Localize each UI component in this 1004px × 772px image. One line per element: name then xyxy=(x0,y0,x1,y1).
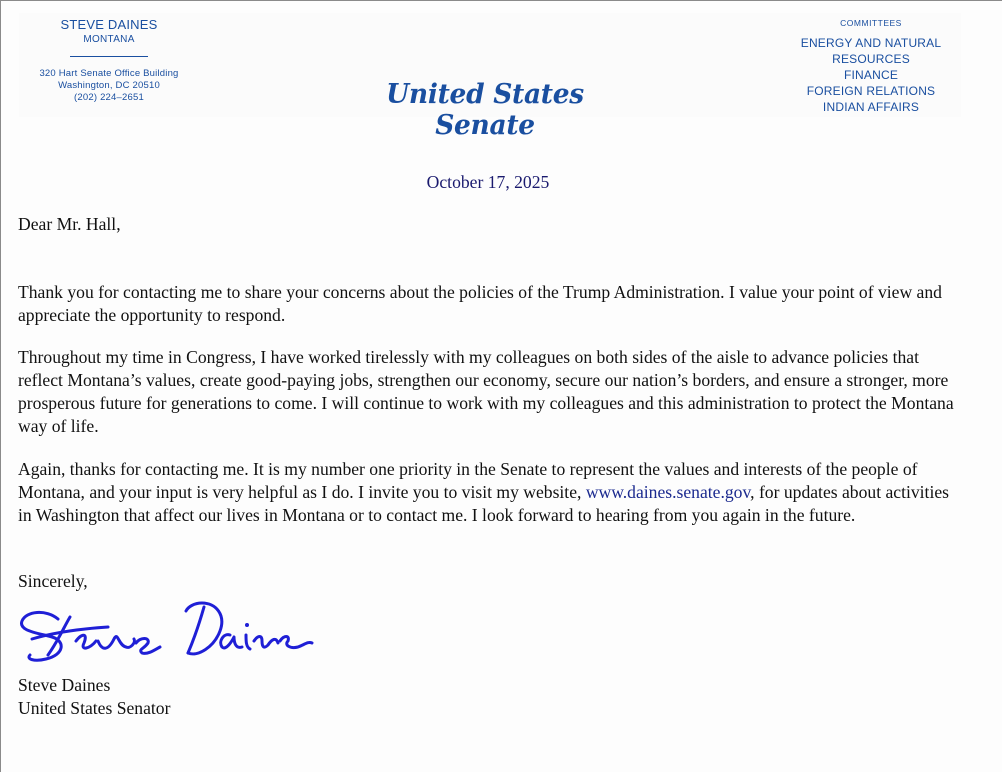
committee-item: ENERGY AND NATURAL RESOURCES xyxy=(800,36,942,66)
senate-title: United States Senate xyxy=(386,79,584,141)
paragraph-3-text-before: Again, thanks for contacting me. It is my number one priority in the Senate to represent the values and interests of the people of Montana, and your input is very helpful as I do. I invite you to visit my website, xyxy=(18,459,918,502)
committees-block xyxy=(791,18,951,115)
senator-contact-block xyxy=(19,17,199,104)
closing: Sincerely, xyxy=(18,571,88,591)
committee-item: FOREIGN RELATIONS xyxy=(806,84,936,98)
signer-name: Steve Daines xyxy=(18,675,111,695)
office-address-line1: 320 Hart Senate Office Building xyxy=(39,68,179,79)
senator-name: STEVE DAINES xyxy=(60,17,158,32)
signer-title: United States Senator xyxy=(18,698,171,718)
committee-list xyxy=(791,35,951,115)
committee-item: INDIAN AFFAIRS xyxy=(822,100,920,114)
paragraph-1: Thank you for contacting me to share your concerns about the policies of the Trump Administration. I value your point of view and appreciate the opportunity to respond. xyxy=(18,282,942,325)
paragraph-3 xyxy=(18,458,963,527)
letterhead-divider xyxy=(70,56,148,57)
letterhead xyxy=(19,13,961,141)
office-phone: (202) 224–2651 xyxy=(74,92,144,103)
salutation: Dear Mr. Hall, xyxy=(18,214,121,234)
office-address-line2: Washington, DC 20510 xyxy=(58,80,160,91)
paragraph-3-text-after: , for updates about activities in Washington that affect our lives in Montana or to contact me. I look forward to hearing from you again in the future. xyxy=(18,482,949,525)
senator-state: MONTANA xyxy=(83,34,135,45)
committee-item: FINANCE xyxy=(843,68,899,82)
paragraph-2: Throughout my time in Congress, I have worked tirelessly with my colleagues on both sides of the aisle to advance policies that reflect Montana’s values, create good-paying jobs, strengthen our economy, secure our nation’s borders, and ensure a stronger, more prosperous future for generations to come. I will continue to work with my colleagues and this administration to protect the Montana way of life. xyxy=(18,347,954,436)
letter-date: October 17, 2025 xyxy=(426,172,550,192)
website-link[interactable]: www.daines.senate.gov xyxy=(585,482,751,502)
committees-heading: COMMITTEES xyxy=(840,18,902,28)
signature-image xyxy=(18,597,318,671)
